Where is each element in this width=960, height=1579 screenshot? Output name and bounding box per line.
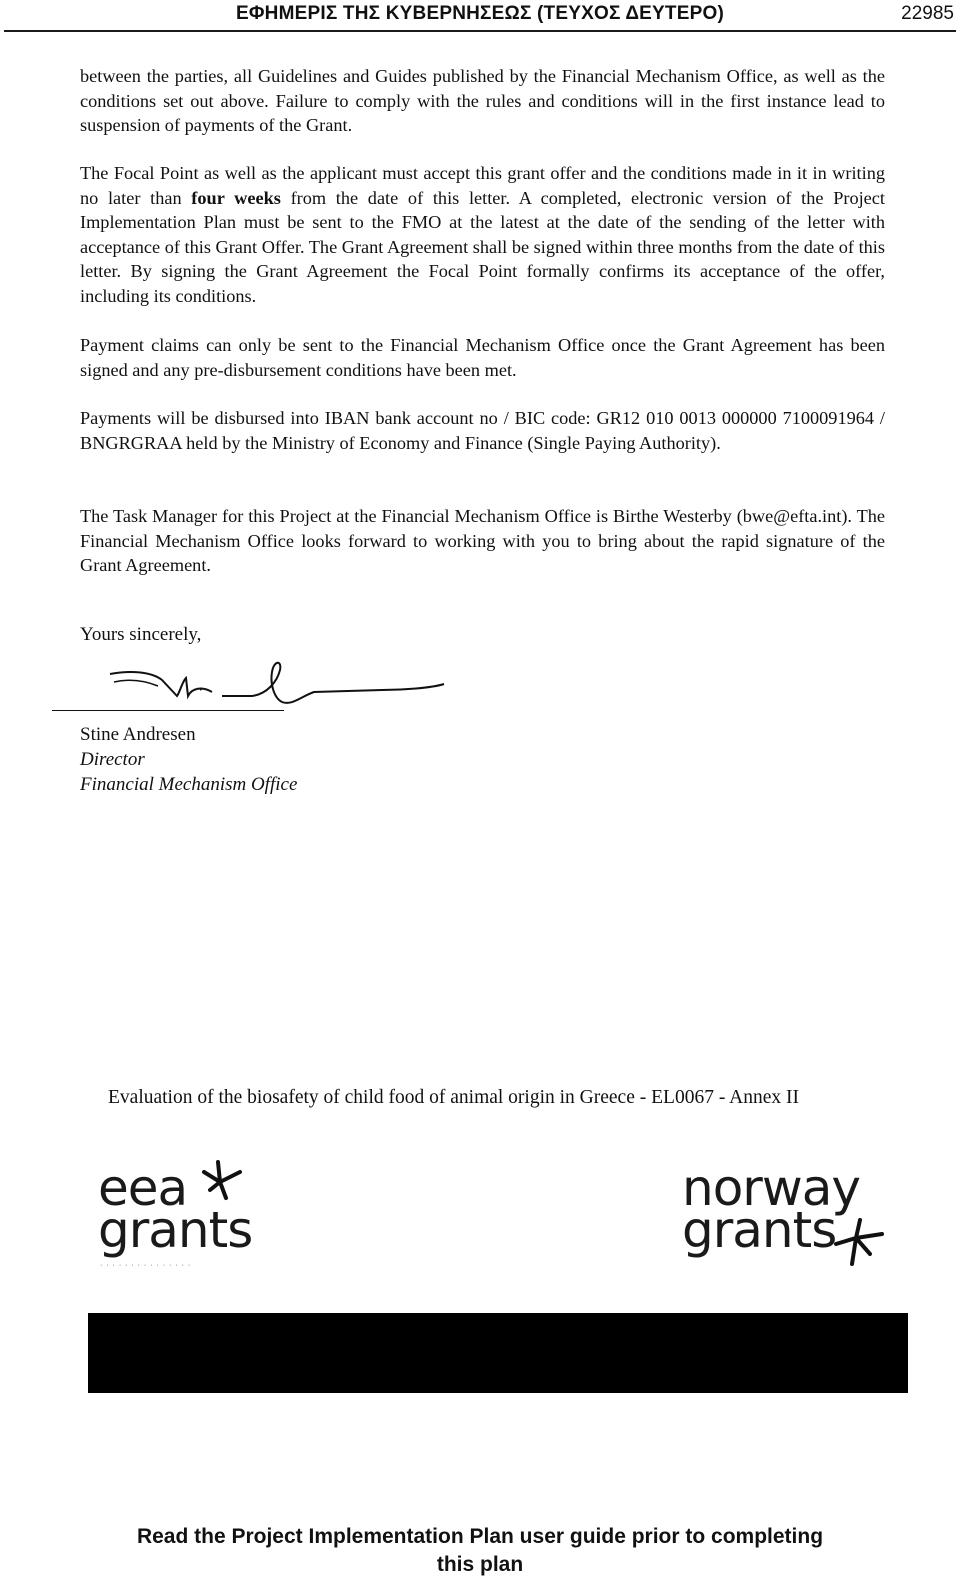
norway-grants-logo (682, 1158, 892, 1273)
signer-name: Stine Andresen (80, 724, 196, 745)
user-guide-note (0, 1523, 960, 1579)
page-number: 22985 (901, 3, 954, 24)
paragraph-task-manager: The Task Manager for this Project at the Financial Mechanism Office is Birthe Westerby (bwe@efta.int). The Financial Mechanism Office looks forward to working with you to bring about the rapid signature of the Grant Agreement. (80, 506, 885, 576)
user-guide-note-line1: Read the Project Implementation Plan user guide prior to completing (136, 1525, 824, 1548)
eea-logo-grants: grants (98, 1201, 253, 1259)
redacted-black-bar (88, 1313, 908, 1393)
eea-logo-word: eea (98, 1159, 188, 1217)
eea-grants-logo (96, 1158, 266, 1273)
paragraph-guidelines: between the parties, all Guidelines and Guides published by the Financial Mechanism Office, as well as the conditions set out above. Failure to comply with the rules and conditions will in the first instance lead to suspension of payments of the Grant. (80, 66, 885, 136)
eea-bird-icon (196, 1158, 246, 1204)
acceptance-text-end: from the date of this letter. A completed, electronic version of the Project Implementation Plan must be sent to the FMO at the latest at the date of the sending of the letter with acceptance of this Grant Offer. The Grant Agreement shall be signed within three months from the date of this letter. By signing the Grant Agreement the Focal Point formally confirms its acceptance of the offer, including its conditions. (80, 187, 885, 306)
paragraph-bank-account: Payments will be disbursed into IBAN bank account no / BIC code: GR12 010 0013 000000 7100091964 / BNGRGRAA held by the Ministry of Economy and Finance (Single Paying Authority). (80, 408, 885, 453)
paragraph-payment-claims: Payment claims can only be sent to the Financial Mechanism Office once the Grant Agreement has been signed and any pre-disbursement conditions have been met. (80, 335, 885, 380)
handwritten-signature (52, 652, 452, 714)
acceptance-text-start: The Focal Point as well as the applicant must accept this grant offer and the conditions made in it in writing no later than (80, 163, 885, 208)
eea-logo-subline: · · · · · · · · · · · · · · · (100, 1262, 192, 1269)
norway-logo-word: norway (682, 1159, 860, 1217)
gazette-title: ΕΦΗΜΕΡΙΣ ΤΗΣ ΚΥΒΕΡΝΗΣΕΩΣ (ΤΕΥΧΟΣ ΔΕΥΤΕΡΟ) (236, 3, 724, 24)
signature-line (52, 710, 284, 711)
annex-title: Evaluation of the biosafety of child food of animal origin in Greece - EL0067 - Annex II (108, 1087, 799, 1108)
signer-title: Director (80, 749, 145, 770)
deadline-emphasis: four weeks (191, 187, 281, 208)
norway-bird-icon (830, 1214, 888, 1270)
norway-logo-grants: grants (682, 1201, 837, 1259)
paragraph-acceptance (80, 161, 885, 309)
signer-office: Financial Mechanism Office (80, 774, 298, 795)
signer-block (80, 722, 297, 797)
page-header (4, 0, 956, 32)
user-guide-note-line2: this plan (436, 1553, 524, 1576)
closing-salutation: Yours sincerely, (80, 624, 202, 645)
